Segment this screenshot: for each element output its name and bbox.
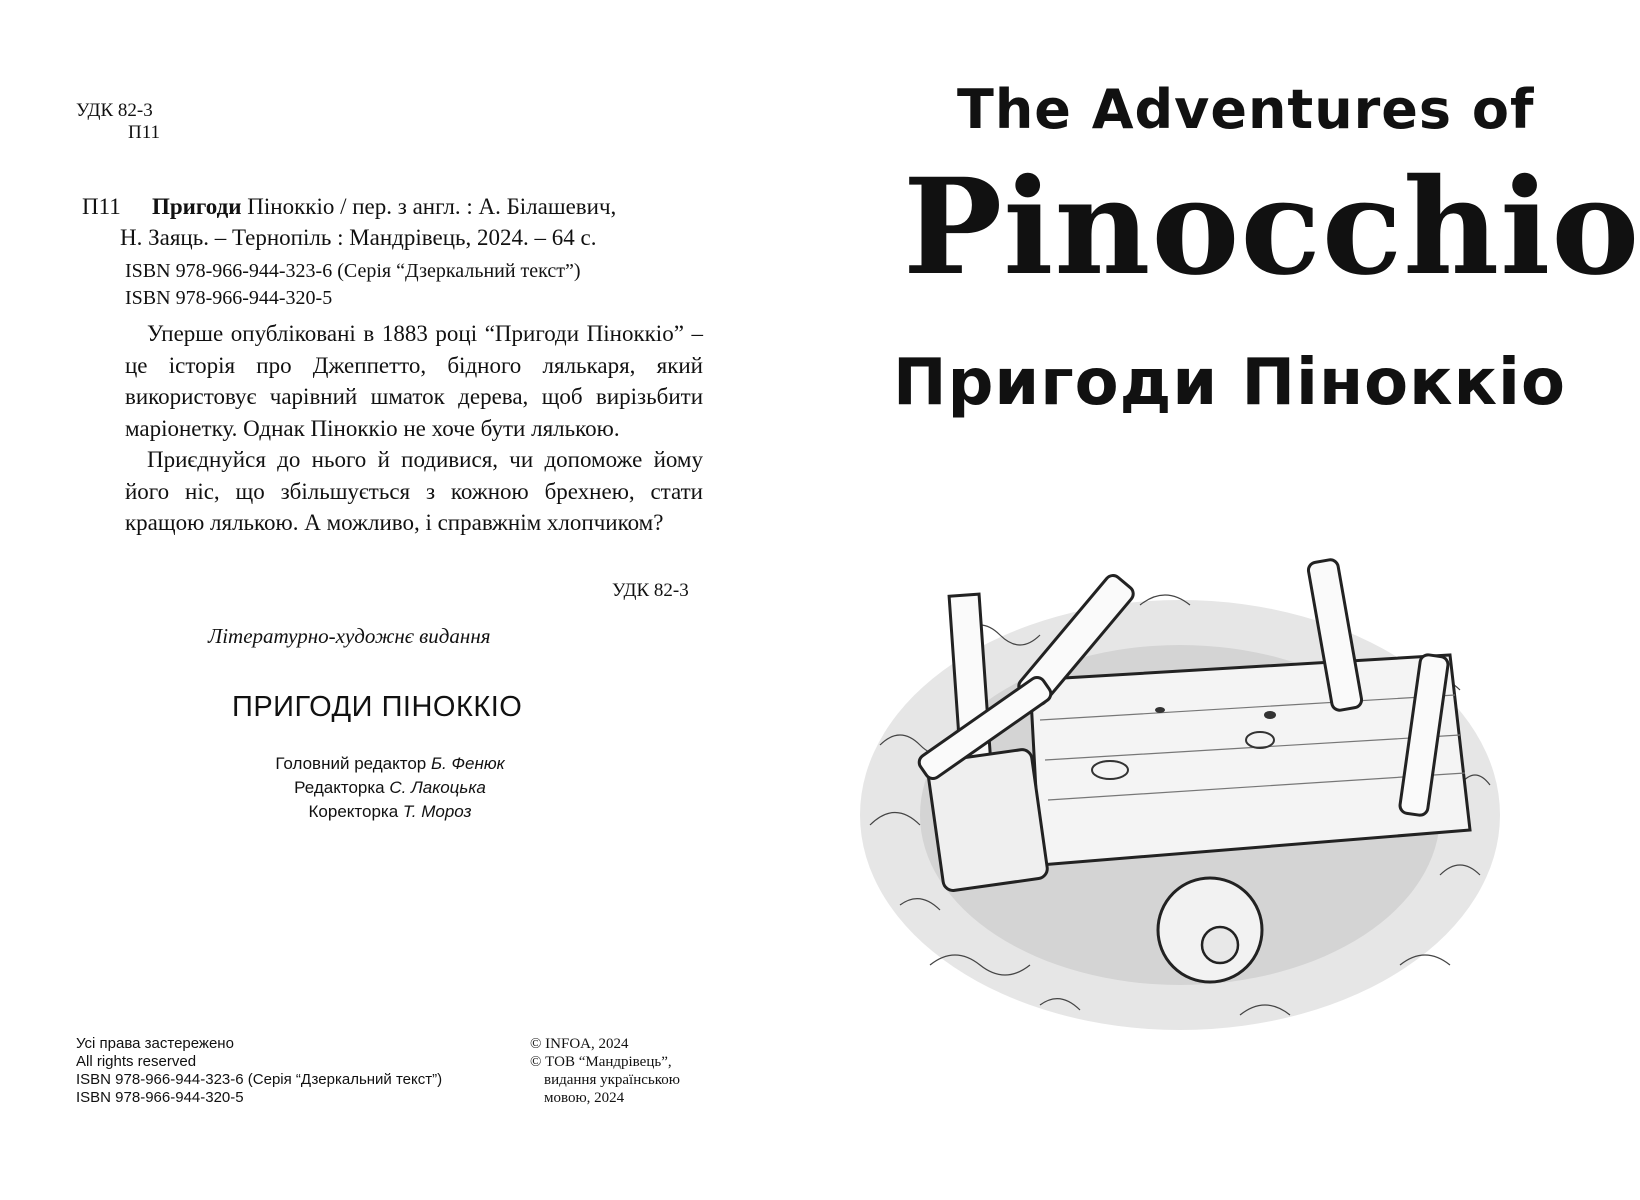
annotation-paragraph: Уперше опублiкованi в 1883 роцi “Пригоди Пiноккiо” – це iсторiя про Джеппетто, бiдного лялькаря, який використовує чарiвний шматок дерева, щоб вирiзьбити марiонетку. Однак Пiноккiо не хоче бути лялькою. [125, 321, 703, 441]
credit-line [200, 800, 580, 824]
udk-header [76, 100, 160, 144]
english-subtitle: The Adventures of [957, 78, 1535, 141]
biblio-code: П11 [82, 194, 121, 219]
bibliographic-record [82, 191, 722, 253]
rights-line: All rights reserved [76, 1053, 197, 1070]
isbn-block [125, 258, 581, 312]
biblio-title-word: Пригоди [152, 194, 242, 219]
copyright-line: © ТОВ “Мандрiвець”, [530, 1054, 672, 1070]
rights-line: ISBN 978-966-944-320-5 [76, 1089, 244, 1106]
copyright-line: видання українською [544, 1072, 680, 1088]
book-title-caps: ПРИГОДИ ПIНОККIО [232, 691, 523, 723]
credit-name: Б. Фенюк [430, 754, 505, 773]
credit-name: С. Лакоцька [389, 778, 486, 797]
annotation [125, 318, 703, 539]
udk-code: УДК 82-3 [76, 100, 153, 121]
annotation-paragraph: Приєднуйся до нього й подивися, чи допоможе йому його нiс, що збiльшується з кожною брехнею, стати кращою лялькою. А можливо, i справжнiм хлопчиком? [125, 447, 703, 535]
udk-footer-code: УДК 82-3 [612, 580, 689, 601]
wood-plank [1030, 655, 1470, 865]
author-mark: П11 [128, 122, 161, 143]
biblio-line2: Н. Заяць. – Тернопiль : Мандрiвець, 2024. – 64 с. [120, 225, 597, 250]
copyright-line: © INFOA, 2024 [530, 1036, 629, 1052]
rights-block [76, 1035, 442, 1107]
main-title: Pinocchio [903, 150, 1640, 305]
woodcarving-illustration [840, 545, 1520, 1055]
isbn-line: ISBN 978-966-944-323-6 (Серiя “Дзеркальний текст”) [125, 260, 581, 282]
biblio-line1: Пiноккiо / пер. з англ. : А. Бiлашевич, [247, 194, 617, 219]
wooden-ball [1158, 878, 1262, 982]
credit-role: Головний редактор [275, 754, 427, 773]
credit-line [200, 776, 580, 800]
credit-role: Редакторка [294, 778, 385, 797]
isbn-line: ISBN 978-966-944-320-5 [125, 287, 333, 309]
rights-line: Усi права застережено [76, 1035, 234, 1052]
credit-line [200, 752, 580, 776]
ukrainian-title: Пригоди Пiноккiо [893, 346, 1566, 420]
rights-line: ISBN 978-966-944-323-6 (Серiя “Дзеркальний текст”) [76, 1071, 443, 1088]
copyright-line: мовою, 2024 [544, 1090, 625, 1106]
genre-label: Лiтературно-художнє видання [208, 624, 491, 648]
credits [200, 752, 580, 824]
credit-name: Т. Мороз [402, 802, 472, 821]
credit-role: Коректорка [308, 802, 399, 821]
copyright-block [530, 1035, 680, 1107]
